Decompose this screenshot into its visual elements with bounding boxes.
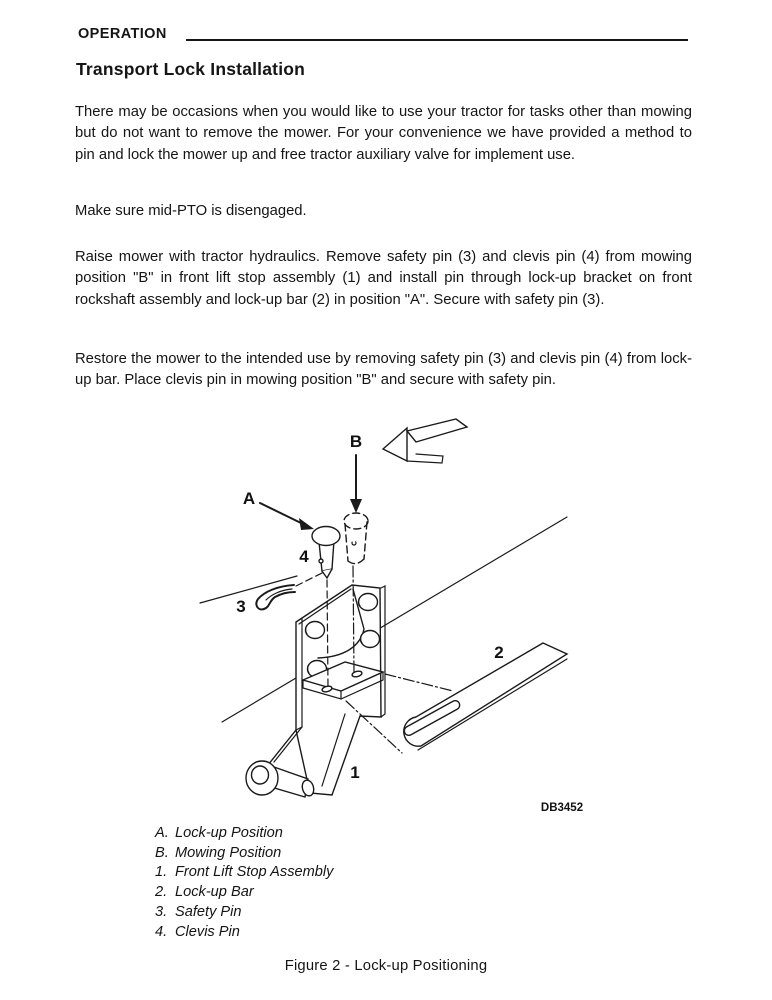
legend-label: Mowing Position xyxy=(175,844,282,861)
header-rule xyxy=(186,39,688,41)
legend-label: Lock-up Position xyxy=(175,825,283,841)
callout-a xyxy=(243,489,314,530)
direction-arrow-icon xyxy=(383,419,467,463)
page-header: OPERATION xyxy=(78,26,167,42)
label-2: 2 xyxy=(494,643,504,662)
clevis-pin-drawing xyxy=(312,527,340,579)
legend-item xyxy=(155,863,333,883)
figure-diagram xyxy=(150,415,670,815)
legend-item xyxy=(155,844,333,864)
label-a: A xyxy=(242,489,256,508)
legend-label: Front Lift Stop Assembly xyxy=(175,864,334,881)
paragraph-intro: There may be occasions when you would like to use your tractor for tasks other than mowing but do not want to remove the mower. For your convenience we have provided a method to pin and lock the mower up and free tractor auxiliary valve for implement use. xyxy=(75,104,692,163)
paragraph-pto: Make sure mid-PTO is disengaged. xyxy=(75,203,307,219)
legend-label: Safety Pin xyxy=(175,903,242,920)
legend-label: Lock-up Bar xyxy=(175,884,254,901)
label-3: 3 xyxy=(236,597,246,616)
legend-key: 1. xyxy=(155,864,168,881)
lock-up-bar-drawing xyxy=(403,643,567,750)
legend-key: 2. xyxy=(155,884,168,901)
legend-key: A. xyxy=(155,825,169,841)
section-title: Transport Lock Installation xyxy=(76,59,306,79)
legend-item xyxy=(155,903,333,923)
legend-label: Clevis Pin xyxy=(175,923,240,940)
legend-key: 4. xyxy=(155,923,168,940)
figure-legend xyxy=(155,824,333,942)
label-b: B xyxy=(349,432,363,451)
legend-item xyxy=(155,883,333,903)
legend-item xyxy=(155,923,333,943)
label-4: 4 xyxy=(299,547,309,566)
paragraph-install: Raise mower with tractor hydraulics. Remove safety pin (3) and clevis pin (4) from mowing position "B" in front lift stop assembly (1) and install pin through lock-up bracket on front rockshaft assembly and lock-up bar (2) in position "A". Secure with safety pin (3). xyxy=(75,249,692,308)
legend-key: B. xyxy=(155,844,169,861)
clevis-pin-dashed-drawing xyxy=(344,513,368,564)
label-1: 1 xyxy=(350,763,360,782)
callout-b xyxy=(350,432,362,513)
front-lift-stop-assembly-drawing xyxy=(246,585,385,797)
paragraph-restore: Restore the mower to the intended use by removing safety pin (3) and clevis pin (4) from lock-up bar. Place clevis pin in mowing position "B" and secure with safety pin. xyxy=(75,351,692,389)
legend-key: 3. xyxy=(155,903,168,920)
figure-caption: Figure 2 - Lock-up Positioning xyxy=(284,958,488,974)
legend-item xyxy=(155,824,333,844)
figure-image-code: DB3452 xyxy=(540,802,584,814)
frame-lines xyxy=(200,517,567,722)
